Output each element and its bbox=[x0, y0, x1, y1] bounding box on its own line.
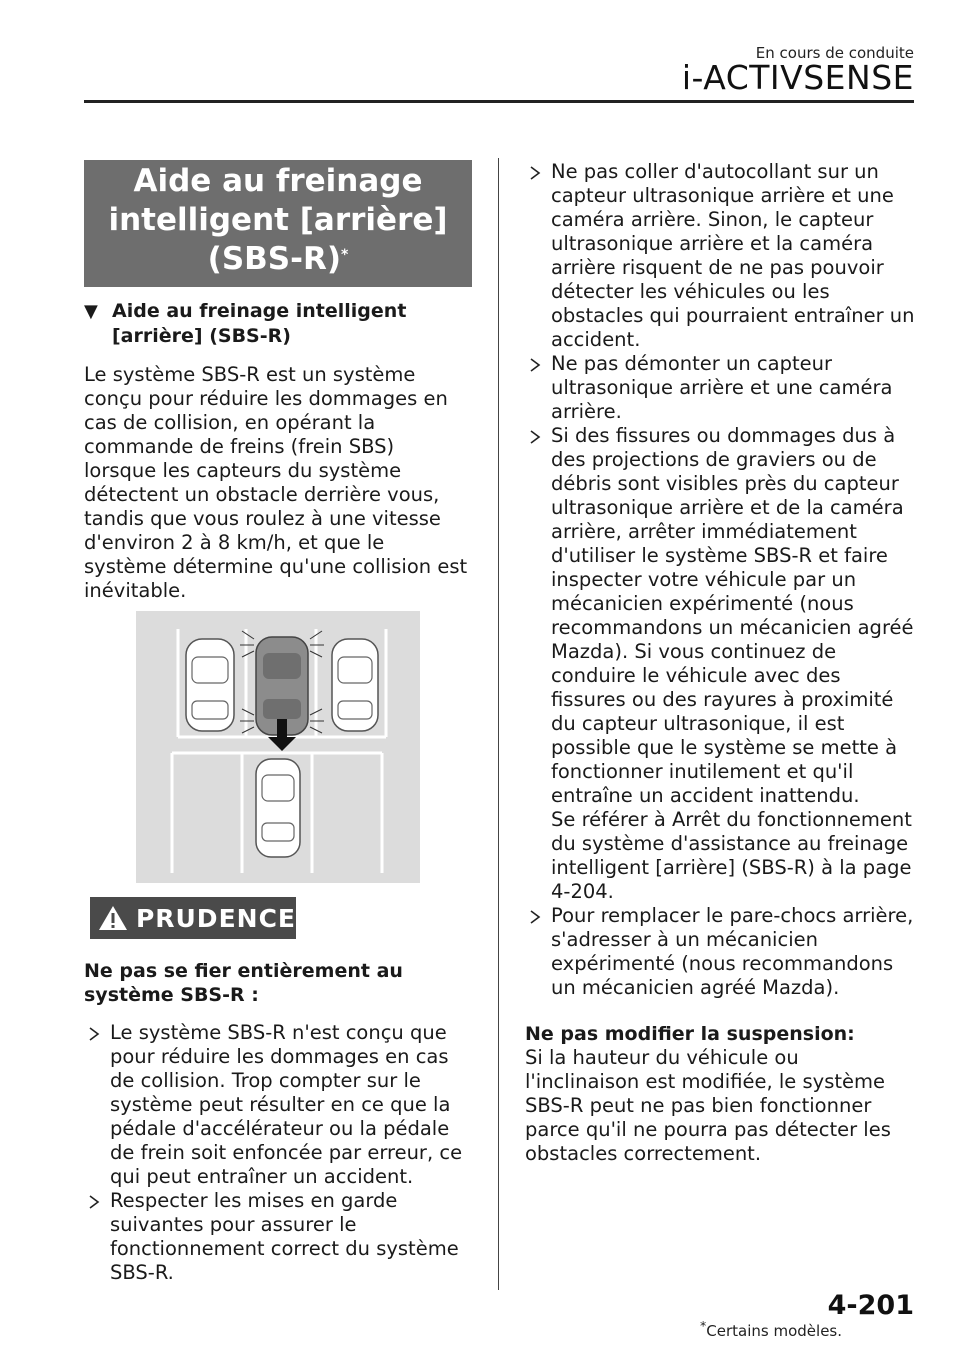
chevron-right-icon bbox=[529, 430, 541, 444]
page-number: 4-201 bbox=[827, 1290, 914, 1321]
title-line-3: (SBS-R) bbox=[207, 241, 342, 277]
chevron-right-icon bbox=[529, 910, 541, 924]
caution-list-left bbox=[84, 1021, 472, 1285]
header-chapter: i-ACTIVSENSE bbox=[681, 58, 914, 97]
list-item bbox=[525, 424, 917, 904]
footnote bbox=[700, 1318, 842, 1340]
bullet-text: Le système SBS-R n'est conçu que pour réduire les dommages en cas de collision. Trop compter sur le système peut résulter en ce que la pédale d'accélérateur ou la pédale de frein soit enfoncée par erreur, ce qui peut entraîner un accident. bbox=[110, 1021, 463, 1188]
title-asterisk: * bbox=[341, 247, 349, 263]
list-item bbox=[84, 1189, 472, 1285]
footnote-mark: * bbox=[700, 1318, 707, 1333]
list-item bbox=[525, 352, 917, 424]
warning-triangle-icon bbox=[90, 897, 136, 939]
title-line-1: Aide au freinage bbox=[133, 163, 423, 199]
caution-subtitle: Ne pas se fier entièrement au système SBS-R : bbox=[84, 960, 403, 1006]
list-item bbox=[525, 160, 917, 352]
parking-diagram bbox=[136, 611, 420, 883]
bullet-text: Pour remplacer le pare-chocs arrière, s'adresser à un mécanicien expérimenté (nous recommandons un mécanicien agréé Mazda). bbox=[551, 904, 914, 999]
bullet-text: Si des fissures ou dommages dus à des projections de graviers ou de débris sont visibles près du capteur ultrasonique arrière et de la caméra arrière, arrêter immédiatement d'utiliser le système SBS-R et faire inspecter votre véhicule par un mécanicien expérimenté (nous recommandons un mécanicien agréé Mazda). Si vous continuez de conduire le véhicule avec des fissures ou des rayures à proximité du capteur ultrasonique, il est possible que le système se mette à fonctionner inutilement et qu'il entraîne un accident inattendu. bbox=[551, 424, 914, 807]
subheading bbox=[84, 299, 472, 349]
column-divider bbox=[498, 158, 499, 1290]
title-line-2: intelligent [arrière] bbox=[108, 202, 448, 238]
title-line-3-wrap bbox=[92, 240, 464, 279]
triangle-marker-icon: ▼ bbox=[84, 301, 98, 322]
list-item bbox=[84, 1021, 472, 1189]
chevron-right-icon bbox=[529, 358, 541, 372]
left-column bbox=[84, 160, 472, 1285]
header-rule bbox=[84, 100, 914, 103]
right-column bbox=[525, 160, 917, 1166]
chevron-right-icon bbox=[88, 1195, 100, 1209]
chevron-right-icon bbox=[88, 1027, 100, 1041]
header-section: En cours de conduite bbox=[755, 44, 914, 62]
bullet-text: Ne pas démonter un capteur ultrasonique arrière et une caméra arrière. bbox=[551, 352, 893, 423]
caution-banner bbox=[90, 897, 296, 939]
section-title bbox=[84, 160, 472, 287]
bullet-text: Respecter les mises en garde suivantes pour assurer le fonctionnement correct du système SBS-R. bbox=[110, 1189, 459, 1284]
subheading-text: Aide au freinage intelligent [arrière] (SBS-R) bbox=[112, 300, 407, 347]
footnote-text: Certains modèles. bbox=[706, 1322, 842, 1340]
suspension-body: Si la hauteur du véhicule ou l'inclinaison est modifiée, le système SBS-R peut ne pas bien fonctionner parce qu'il ne pourra pas détecter les obstacles correctement. bbox=[525, 1046, 891, 1165]
bullet-text: Ne pas coller d'autocollant sur un capteur ultrasonique arrière et une caméra arrière. Sinon, le capteur ultrasonique arrière et la caméra arrière risquent de ne pas pouvoir détecter les véhicules ou les obstacles qui pourraient entraîner un accident. bbox=[551, 160, 915, 351]
reference-note: Se référer à Arrêt du fonctionnement du système d'assistance au freinage intelligent [arrière] (SBS-R) à la page 4-204. bbox=[551, 808, 912, 903]
intro-paragraph: Le système SBS-R est un système conçu pour réduire les dommages en cas de collision, en opérant la commande de freins (frein SBS) lorsque les capteurs du système détectent un obstacle derrière vous, tandis que vous roulez à une vitesse d'environ 2 à 8 km/h, et que le système détermine qu'une collision est inévitable. bbox=[84, 363, 468, 602]
list-item bbox=[525, 904, 917, 1000]
suspension-heading: Ne pas modifier la suspension: bbox=[525, 1023, 855, 1045]
chevron-right-icon bbox=[529, 166, 541, 180]
caution-label: PRUDENCE bbox=[135, 903, 296, 933]
caution-list-right bbox=[525, 160, 917, 1000]
parking-illustration bbox=[136, 611, 420, 883]
